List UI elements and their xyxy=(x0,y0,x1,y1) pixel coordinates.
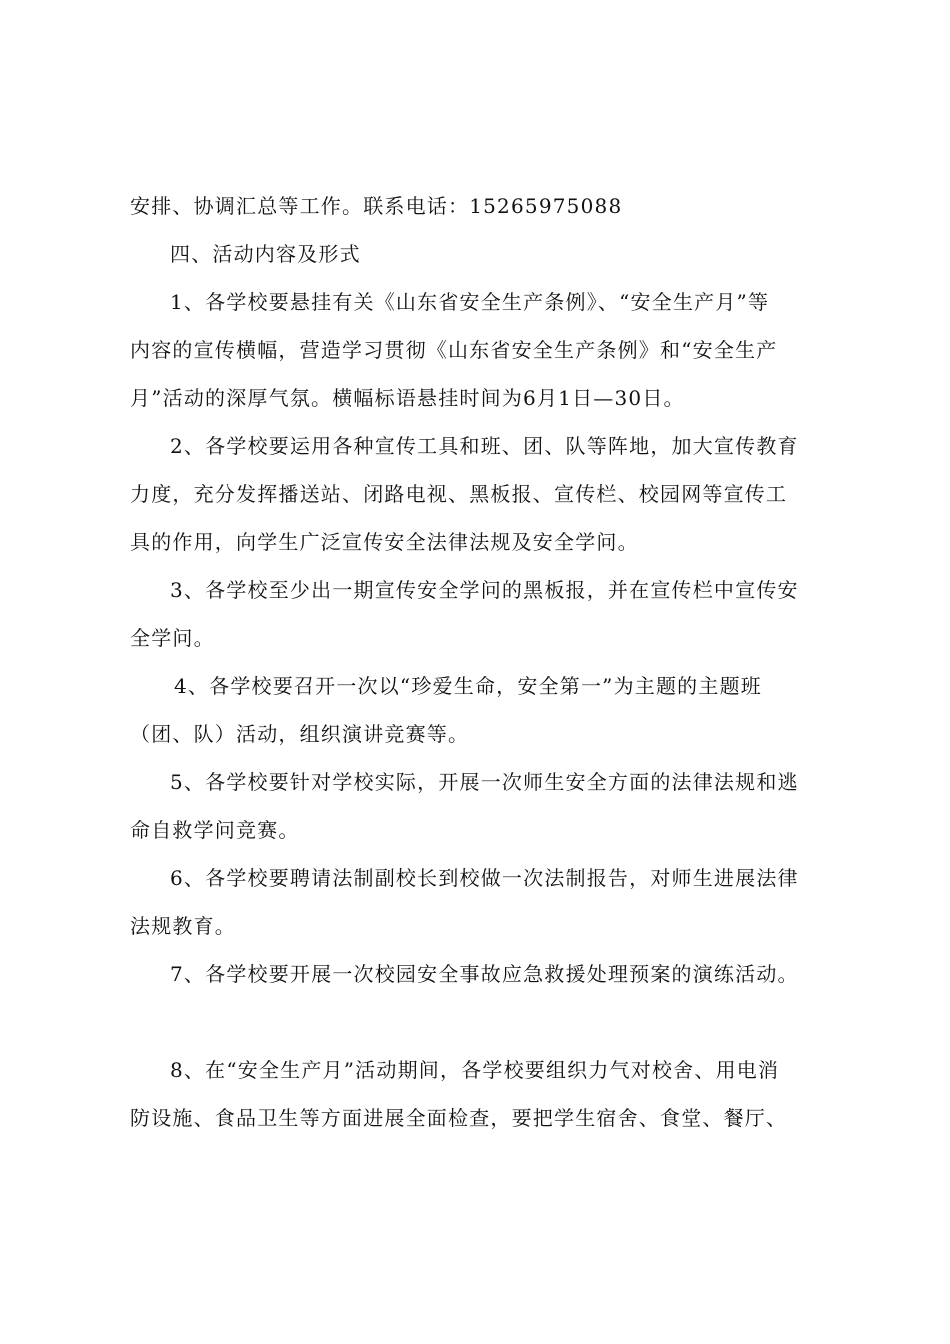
text-line: 全学问。 xyxy=(130,626,215,650)
text-line: 7、各学校要开展一次校园安全事故应急救援处理预案的演练活动。 xyxy=(170,962,799,986)
text-line: 防设施、食品卫生等方面进展全面检查，要把学生宿舍、食堂、餐厅、 xyxy=(130,1106,788,1130)
section-heading: 四、活动内容及形式 xyxy=(170,242,361,266)
paragraph-gap xyxy=(130,998,830,1046)
text-line: 月”活动的深厚气氛。横幅标语悬挂时间为6月1日—30日。 xyxy=(130,386,685,410)
text-line: 安排、协调汇总等工作。联系电话：15265975088 xyxy=(130,194,623,218)
text-line: 力度，充分发挥播送站、闭路电视、黑板报、宣传栏、校园网等宣传工 xyxy=(130,482,788,506)
text-line: 8、在“安全生产月”活动期间，各学校要组织力气对校舍、用电消 xyxy=(170,1058,780,1082)
text-line: 5、各学校要针对学校实际，开展一次师生安全方面的法律法规和逃 xyxy=(170,770,799,794)
text-line: 1、各学校要悬挂有关《山东省安全生产条例》、“安全生产月”等 xyxy=(170,290,770,314)
text-line: 2、各学校要运用各种宣传工具和班、团、队等阵地，加大宣传教育 xyxy=(170,434,799,458)
text-line: 3、各学校至少出一期宣传安全学问的黑板报，并在宣传栏中宣传安 xyxy=(170,578,799,602)
document-page xyxy=(130,182,830,1142)
text-line: 内容的宣传横幅，营造学习贯彻《山东省安全生产条例》和“安全生产 xyxy=(130,338,778,362)
text-line: 法规教育。 xyxy=(130,914,236,938)
text-line: 具的作用，向学生广泛宣传安全法律法规及安全学问。 xyxy=(130,530,639,554)
text-line: 4、各学校要召开一次以“珍爱生命，安全第一”为主题的主题班 xyxy=(174,674,762,698)
text-line: （团、队）活动，组织演讲竞赛等。 xyxy=(130,722,470,746)
text-line: 6、各学校要聘请法制副校长到校做一次法制报告，对师生进展法律 xyxy=(170,866,799,890)
text-line: 命自救学问竞赛。 xyxy=(130,818,300,842)
